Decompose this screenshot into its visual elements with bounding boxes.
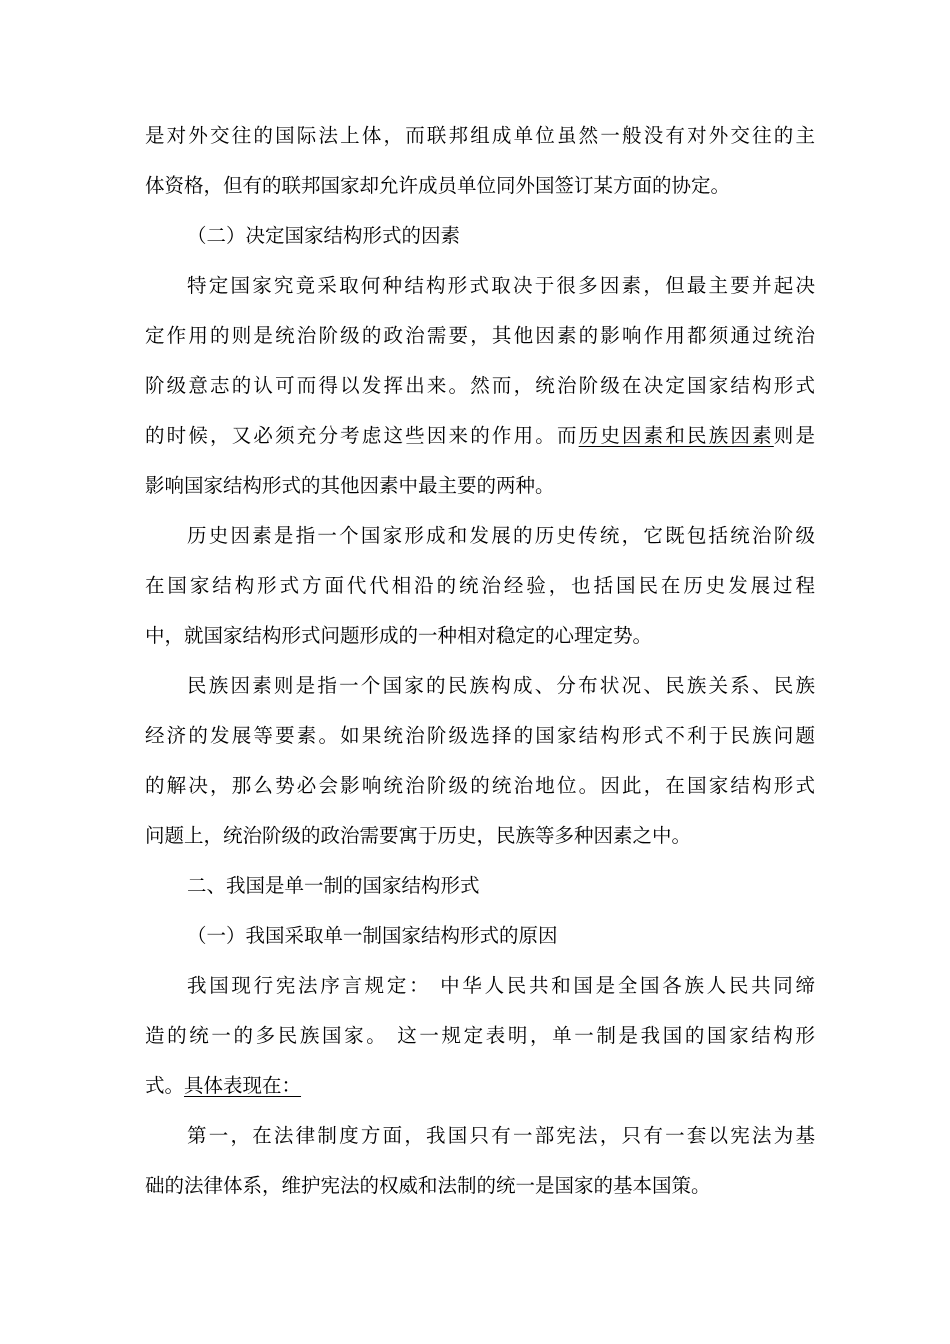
paragraph-line: 我国现行宪法序言规定： 中华人民共和国是全国各族人民共同缔	[187, 974, 815, 997]
paragraph-line	[145, 1071, 815, 1101]
section-heading: （二）决定国家结构形式的因素	[187, 224, 461, 247]
paragraph-line: 是对外交往的国际法上体，而联邦组成单位虽然一般没有对外交往的主	[145, 124, 815, 147]
paragraph-line: 民族因素则是指一个国家的民族构成、分布状况、民族关系、民族	[187, 674, 815, 697]
subsection-heading: （一）我国采取单一制国家结构形式的原因	[187, 924, 558, 947]
paragraph-line: 问题上，统治阶级的政治需要寓于历史，民族等多种因素之中。	[145, 824, 692, 847]
underlined-term: 历史因素和民族因素	[578, 424, 774, 447]
paragraph-line: 历史因素是指一个国家形成和发展的历史传统，它既包括统治阶级	[187, 524, 815, 547]
paragraph-line: 经济的发展等要素。如果统治阶级选择的国家结构形式不利于民族问题	[145, 724, 815, 747]
paragraph-line: 造的统一的多民族国家。 这一规定表明，单一制是我国的国家结构形	[145, 1024, 815, 1047]
section-heading: 二、我国是单一制的国家结构形式	[187, 874, 480, 897]
paragraph-line	[145, 421, 815, 451]
text-run: 的时候，又必须充分考虑这些因来的作用。而	[145, 424, 579, 447]
paragraph-line: 第一，在法律制度方面，我国只有一部宪法，只有一套以宪法为基	[187, 1124, 815, 1147]
paragraph-line: 体资格，但有的联邦国家却允许成员单位同外国签订某方面的协定。	[145, 174, 731, 197]
paragraph-line: 影响国家结构形式的其他因素中最主要的两种。	[145, 474, 555, 497]
paragraph-line: 的解决，那么势必会影响统治阶级的统治地位。因此，在国家结构形式	[145, 774, 815, 797]
paragraph-line: 特定国家究竟采取何种结构形式取决于很多因素，但最主要并起决	[187, 274, 815, 297]
text-run: 式。	[145, 1074, 185, 1097]
paragraph-line: 在国家结构形式方面代代相沿的统治经验，也括国民在历史发展过程	[145, 574, 815, 597]
paragraph-line: 定作用的则是统治阶级的政治需要，其他因素的影响作用都须通过统治	[145, 324, 815, 347]
paragraph-line: 础的法律体系，维护宪法的权威和法制的统一是国家的基本国策。	[145, 1174, 711, 1197]
paragraph-line: 中，就国家结构形式问题形成的一种相对稳定的心理定势。	[145, 624, 653, 647]
paragraph-line: 阶级意志的认可而得以发挥出来。然而，统治阶级在决定国家结构形式	[145, 374, 815, 397]
text-run: 则是	[773, 424, 815, 447]
underlined-term: 具体表现在：	[184, 1074, 302, 1097]
